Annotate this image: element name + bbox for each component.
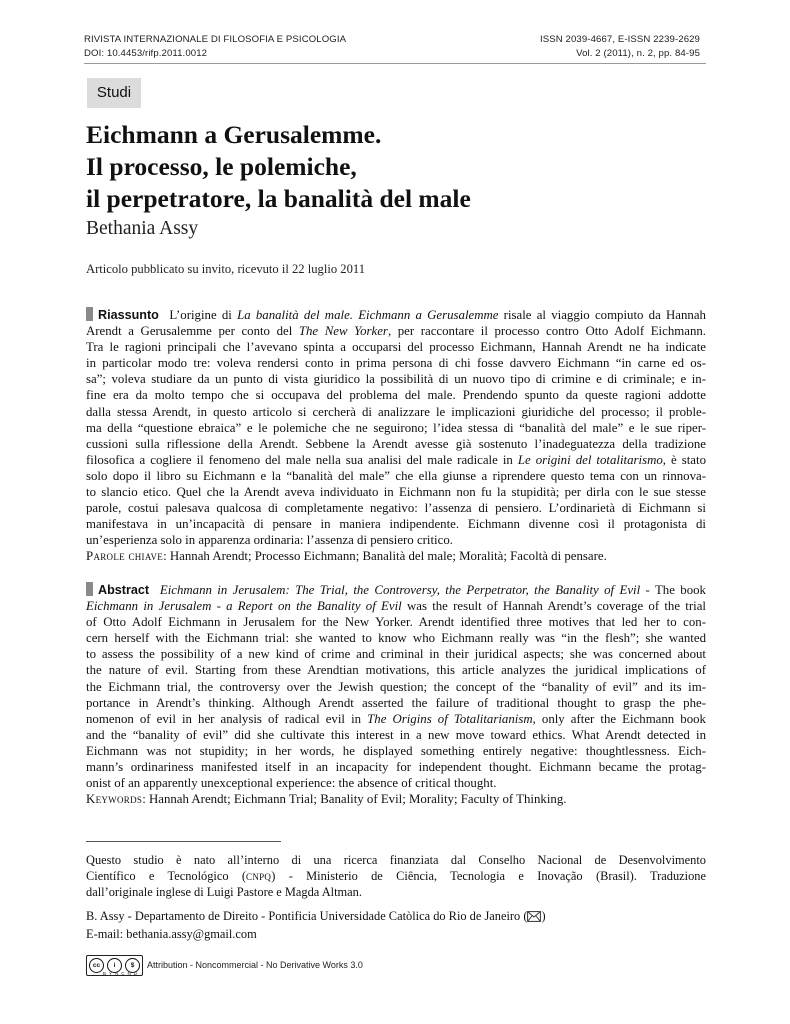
title-line-3: il perpetratore, la banalità del male — [86, 184, 471, 213]
publication-note: Articolo pubblicato su invito, ricevuto il 22 luglio 2011 — [86, 262, 366, 276]
author-name: Bethania Assy — [86, 218, 199, 239]
keywords-text: : Hannah Arendt; Processo Eichmann; Banalità del male; Moralità; Facoltà di pensare. — [163, 549, 607, 564]
volume-info: Vol. 2 (2011), n. 2, pp. 84-95 — [576, 48, 700, 59]
article-title — [86, 119, 706, 215]
text-line: Arendt a Gerusalemme per conto del The New Yorker, per raccontare il processo contro Otto Adolf Eichmann. — [86, 324, 706, 339]
text-line: mann’s ordinariness manifested itself in an incapacity for independent thought. Eichmann became the protag- — [86, 760, 706, 775]
text-line: sa”; voleva studiare da un punto di vista giuridico la possibilità di un nuovo tipo di crimine e di criminale; e in- — [86, 372, 706, 387]
text-line: parole, costui palesava qualcosa di completamente negativo: l’assenza di pensiero. L’ordinarietà di Eichmann si — [86, 501, 706, 516]
creative-commons-icon[interactable]: cc i $ BYNCND — [86, 955, 143, 976]
abstract-block — [86, 582, 706, 807]
text-line: onist of an apparently unexceptional experience: the absence of critical thought. — [86, 776, 497, 791]
funding-note — [86, 852, 706, 900]
section-label: Studi — [87, 78, 141, 108]
text-line: cussioni sulla riflessione della Arendt. Sebbene la Arendt avesse già sostenuto l’inadeguatezza della tradizione — [86, 436, 706, 451]
text-line: portance in Arendt’s thinking. Although Arendt asserted the failure of traditional thought to grasp the phe- — [86, 695, 706, 710]
envelope-icon[interactable] — [527, 910, 541, 926]
title-line-1: Eichmann a Gerusalemme. — [86, 120, 382, 149]
text-line: and the “banality of evil” did she cultivate this interest in a new move toward ethics. What Arendt detected in — [86, 727, 706, 742]
text-line: the nature of evil. Starting from these Arendtian motivations, this article analyzes the juridical implications of — [86, 663, 706, 678]
text-line: to assess the possibility of a new kind of crime and criminal in their juridical aspects; she was concerned about — [86, 647, 706, 662]
journal-header-right — [540, 33, 700, 61]
text-line: filosofica a cogliere il fenomeno del male nella sua analisi del male radicale in Le origini del totalitarismo, è stato — [86, 452, 706, 467]
header-divider — [84, 63, 706, 64]
keywords-line-en — [86, 791, 706, 807]
keywords-label: Parole chiave — [86, 549, 164, 564]
affiliation-line: B. Assy - Departamento de Direito - Pontificia Universidade Catòlica do Rio de Janeiro ( ) — [86, 908, 706, 926]
footnote-divider — [86, 841, 281, 842]
text-line: ma della “questione ebraica” e le polemiche che ne seguirono; l’idea stessa di “banalità del male” e le sue riper- — [86, 420, 706, 435]
email-line[interactable]: E-mail: bethania.assy@gmail.com — [86, 927, 257, 941]
text-line: Riassunto L’origine di La banalità del male. Eichmann a Gerusalemme risale al viaggio compiuto da Hannah — [86, 307, 706, 323]
text-line: cern herself with the Eichmann trial: she wanted to know who Eichmann really was “in the flesh”; she wanted — [86, 631, 706, 646]
text-line: of Otto Adolf Eichmann in Jerusalem for the New Yorker. Arendt identified three motives that led her to con- — [86, 615, 706, 630]
section-marker — [86, 307, 93, 321]
title-line-2: Il processo, le polemiche, — [86, 152, 357, 181]
riassunto-block — [86, 307, 706, 565]
text-line: Tra le ragioni principali che l’avevano spinta a occuparsi del processo Eichmann, Hannah Arendt ne ha indicate — [86, 340, 706, 355]
license-text: Attribution - Noncommercial - No Derivative Works 3.0 — [147, 960, 363, 970]
text-line: Questo studio è nato all’interno di una ricerca finanziata dal Conselho Nacional de Desenvolvimento — [86, 853, 706, 867]
text-line: fine era da molto tempo che si occupava del problema del male. Prendendo spunto da queste ragioni addotte — [86, 388, 706, 403]
doi[interactable]: DOI: 10.4453/rifp.2011.0012 — [84, 48, 208, 59]
text-line: manifestava in un’incapacità di pensare in maniera indipendente. Eichmann divenne così il protagonista di — [86, 517, 706, 532]
issn: ISSN 2039-4667, E-ISSN 2239-2629 — [540, 34, 700, 45]
keywords-line-it — [86, 548, 706, 564]
text-line: solo dopo il libro su Eichmann e la “banalità del male” che ella giunse a riprendere questo tema con un rinnova- — [86, 468, 706, 483]
text-line: the Eichmann trial, the controversy over the Jewish question; the concept of the “banality of evil” and its im- — [86, 679, 706, 694]
text-line: Científico e Tecnológico (cnpq) - Ministerio de Ciência, Tecnologia e Inovação (Brasil). Traduzione — [86, 869, 706, 883]
section-marker — [86, 582, 93, 596]
text-line: un’esperienza solo in apparenza ordinaria: l’assenza di pensiero critico. — [86, 533, 453, 548]
journal-header-left — [84, 33, 346, 61]
text-line: dalla stessa Arendt, in questo articolo si cercherà di analizzare le implicazioni giuridiche del processo; il proble- — [86, 404, 706, 419]
text-line: nomenon of evil in her analysis of radical evil in The Origins of Totalitarianism, only after the Eichmann book — [86, 711, 706, 726]
text-line: dall’originale inglese di Luigi Pastore e Magda Altman. — [86, 885, 362, 899]
text-line: Abstract Eichmann in Jerusalem: The Trial, the Controversy, the Perpetrator, the Banality of Evil - The book — [86, 582, 706, 598]
abstract-label: Abstract — [98, 583, 150, 597]
text-line: Eichmann in Jerusalem - a Report on the Banality of Evil was the result of Hannah Arendt’s coverage of the trial — [86, 599, 706, 614]
text-line: to slancio etico. Quel che la Arendt aveva individuato in Eichmann non fu la stupidità; per dirla con le sue stesse — [86, 485, 706, 500]
affiliation-note — [86, 908, 706, 942]
keywords-text: : Hannah Arendt; Eichmann Trial; Banality of Evil; Morality; Faculty of Thinking. — [142, 792, 567, 807]
text-line: Eichmann was not stupidity; in her words, he displayed something entirely negative: thoughtlessness. Eich- — [86, 743, 706, 758]
riassunto-label: Riassunto — [98, 308, 159, 322]
keywords-label: Keywords — [86, 792, 143, 807]
text-line: in particolar modo tre: voleva rendersi conto in prima persona di chi fosse davvero Eichmann “in carne ed os- — [86, 356, 706, 371]
journal-name: RIVISTA INTERNAZIONALE DI FILOSOFIA E PSICOLOGIA — [84, 34, 347, 45]
